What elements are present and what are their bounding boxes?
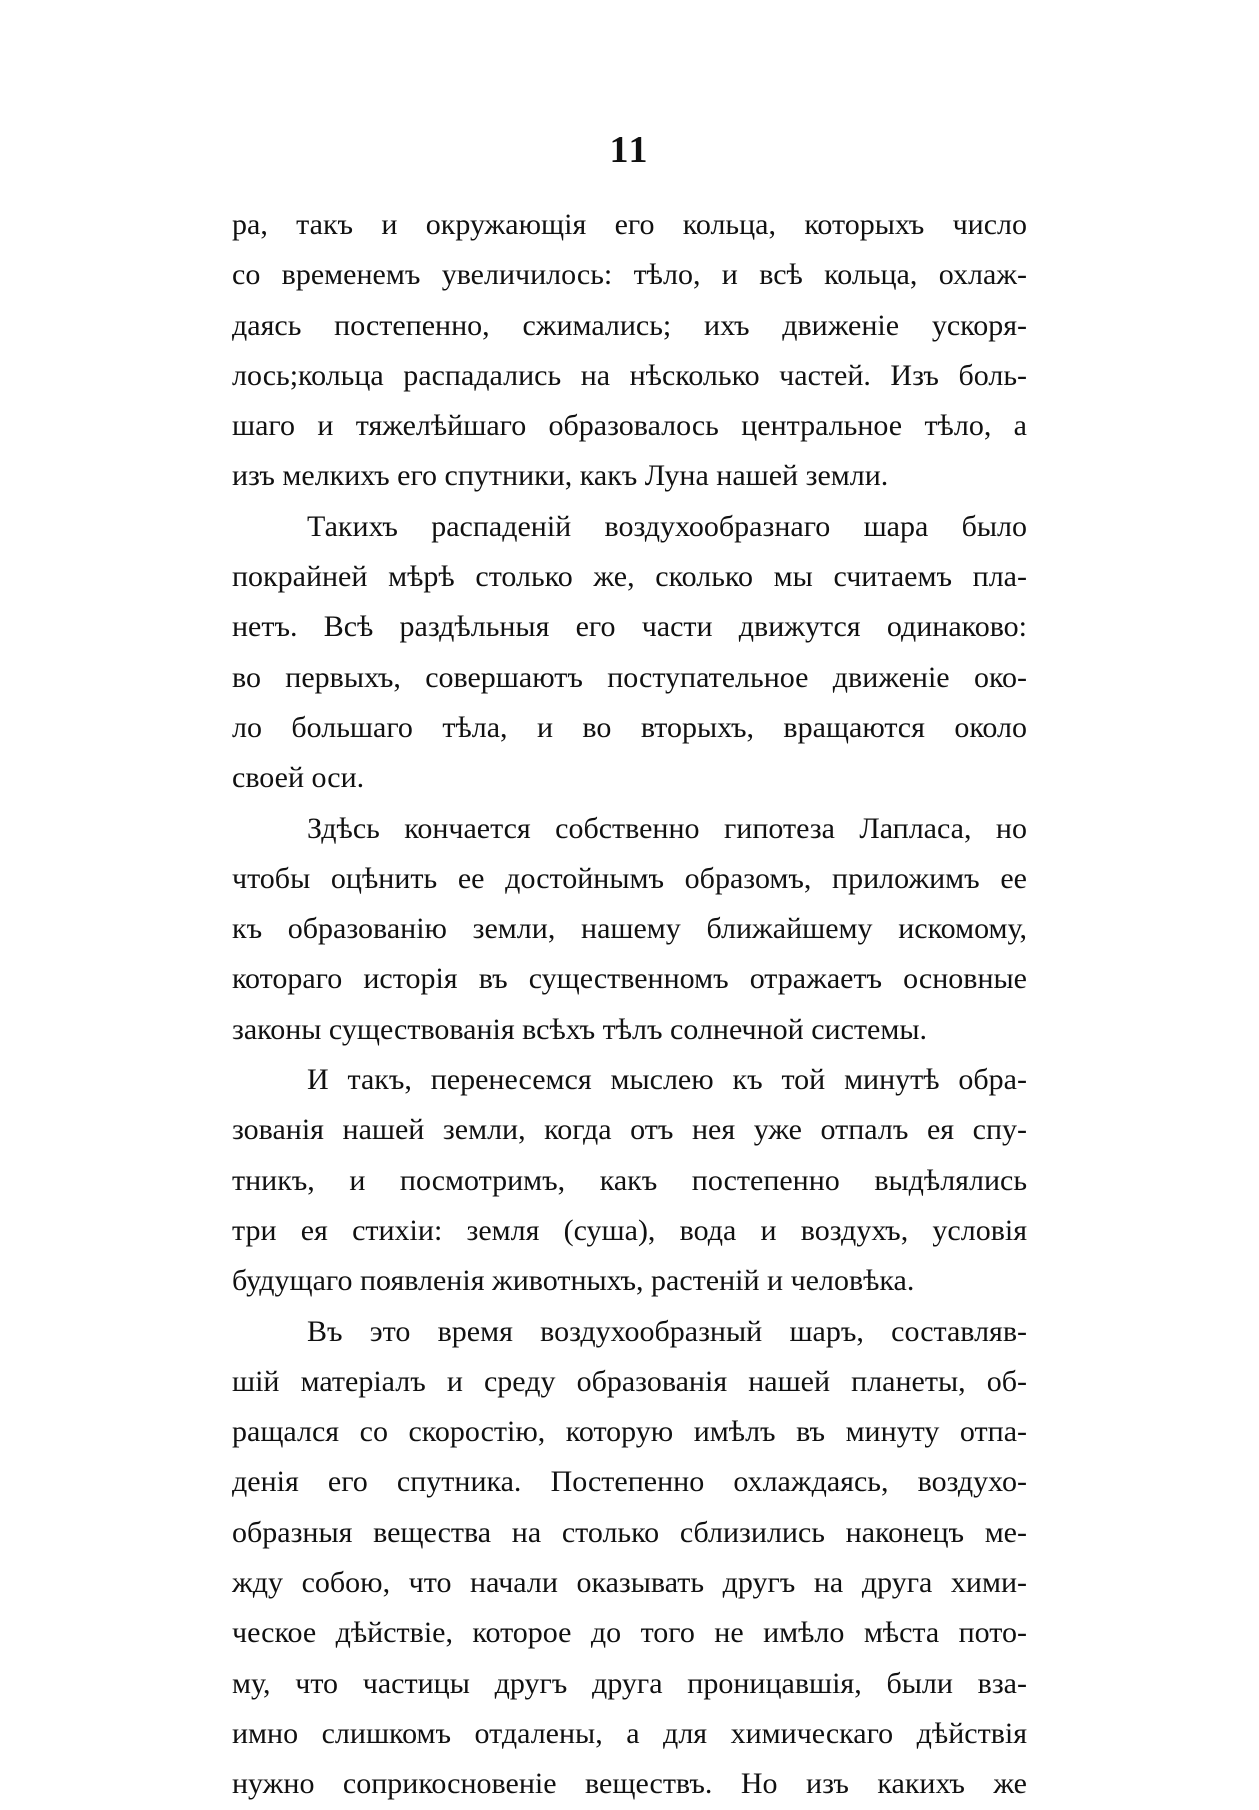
text-line: И такъ, перенесемся мыслею къ той минутѣ обра- (307, 1063, 1027, 1097)
text-line: шій матеріалъ и среду образованія нашей планеты, об- (232, 1364, 1027, 1398)
text-line: со временемъ увеличилось: тѣло, и всѣ кольца, охлаж- (232, 258, 1027, 292)
text-line: нужно соприкосновеніе веществъ. Но изъ какихъ же (232, 1767, 1027, 1801)
text-line: ращался со скоростію, которую имѣлъ въ минуту отпа- (232, 1415, 1027, 1449)
text-line: изъ мелкихъ его спутники, какъ Луна нашей земли. (232, 459, 889, 493)
text-line: Такихъ распаденій воздухообразнаго шара было (307, 509, 1027, 543)
text-line: ра, такъ и окружающія его кольца, которыхъ число (232, 208, 1027, 241)
text-line: Въ это время воздухообразный шаръ, составляв- (307, 1314, 1027, 1348)
text-line: образныя вещества на столько сблизились наконецъ ме- (232, 1515, 1027, 1549)
text-line: имно слишкомъ отдалены, а для химическаго дѣйствія (232, 1716, 1027, 1750)
body-text (232, 200, 1027, 1810)
text-line: во первыхъ, совершаютъ поступательное движеніе око- (232, 660, 1027, 694)
text-line: нетъ. Всѣ раздѣльныя его части движутся одинаково: (232, 610, 1027, 644)
text-line: даясь постепенно, сжимались; ихъ движеніе ускоря- (232, 308, 1027, 342)
text-line: покрайней мѣрѣ столько же, сколько мы считаемъ пла- (232, 560, 1027, 594)
text-line: тникъ, и посмотримъ, какъ постепенно выдѣлялись (232, 1163, 1027, 1197)
text-line: своей оси. (232, 761, 365, 795)
text-line: жду собою, что начали оказывать другъ на друга хими- (232, 1566, 1027, 1600)
text-line: чтобы оцѣнить ее достойнымъ образомъ, приложимъ ее (232, 861, 1027, 895)
text-line: ческое дѣйствіе, которое до того не имѣло мѣста пото- (232, 1616, 1027, 1650)
text-line: Здѣсь кончается собственно гипотеза Лапласа, но (307, 811, 1027, 845)
text-line: шаго и тяжелѣйшаго образовалось центральное тѣло, а (232, 409, 1027, 443)
text-line: къ образованію земли, нашему ближайшему искомому, (232, 912, 1027, 946)
text-line: лось;кольца распадались на нѣсколько частей. Изъ боль- (232, 358, 1027, 392)
text-line: денія его спутника. Постепенно охлаждаясь, воздухо- (232, 1465, 1027, 1499)
text-line: будущаго появленія животныхъ, растеній и человѣка. (232, 1264, 915, 1298)
text-line: законы существованія всѣхъ тѣлъ солнечной системы. (232, 1012, 927, 1046)
text-line: му, что частицы другъ друга проницавшія, были вза- (232, 1666, 1027, 1700)
text-line: ло большаго тѣла, и во вторыхъ, вращаются около (232, 710, 1027, 744)
text-line: котораго исторія въ существенномъ отражаетъ основные (232, 962, 1027, 996)
text-line: зованія нашей земли, когда отъ нея уже отпалъ ея спу- (232, 1113, 1027, 1147)
page-number: 11 (609, 129, 650, 171)
text-line: три ея стихіи: земля (суша), вода и воздухъ, условія (232, 1213, 1027, 1247)
